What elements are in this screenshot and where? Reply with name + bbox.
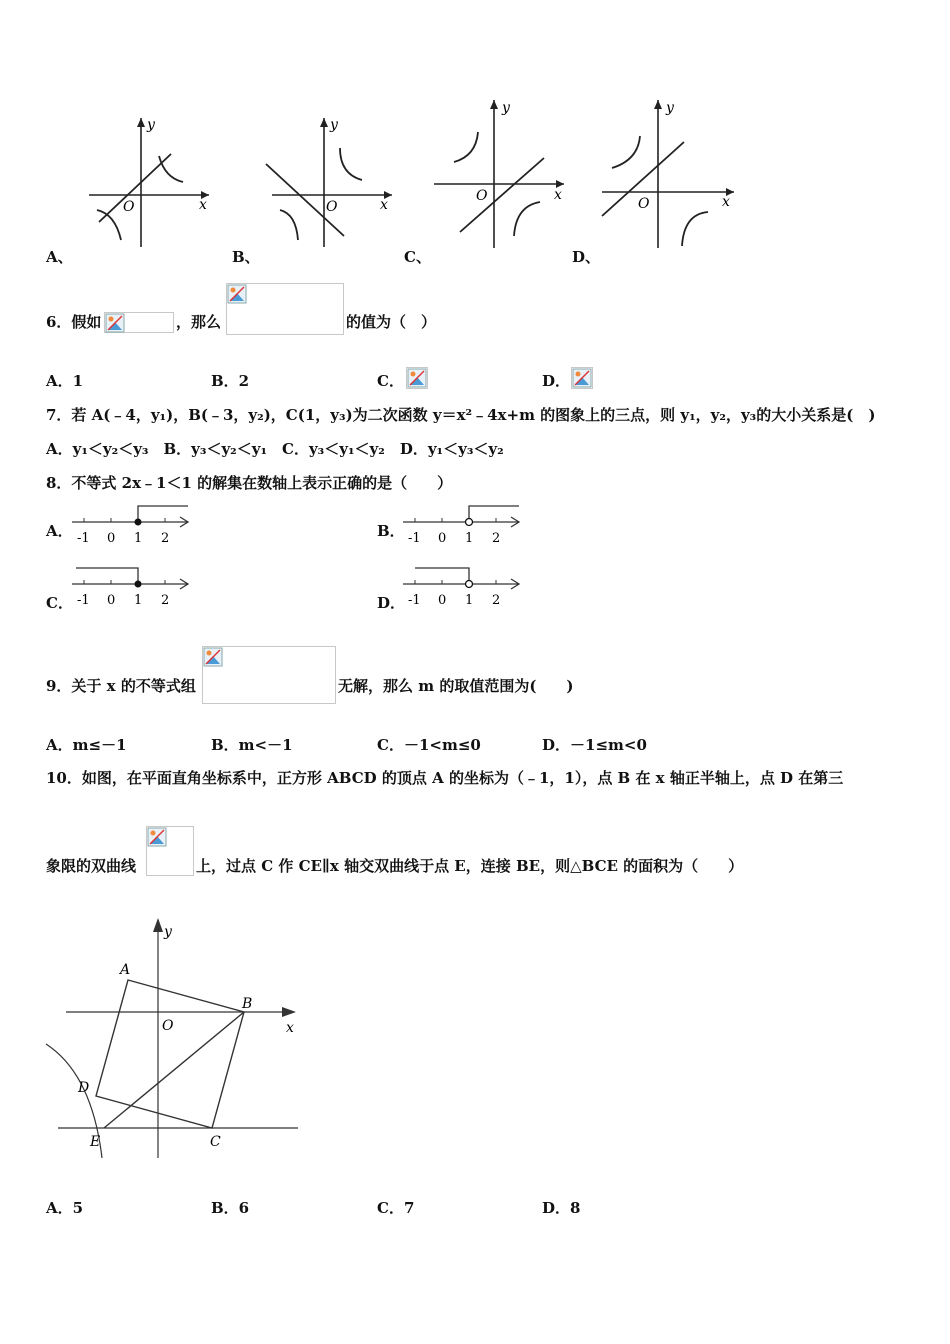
- q10-line-2-suffix: 上，过点 C 作 CE∥x 轴交双曲线于点 E，连接 BE，则△BCE 的面积为（ ）: [196, 857, 744, 875]
- graph-a-x-label: x: [199, 197, 207, 213]
- tick-label: 2: [492, 593, 501, 608]
- graph-b-x-label: x: [380, 197, 388, 213]
- broken-image-icon: [407, 368, 427, 388]
- graph-d-y-label: y: [666, 100, 674, 116]
- q10-label-B: B: [242, 996, 253, 1012]
- q6-middle: ，那么: [176, 313, 222, 331]
- q8-stem: 8．不等式 2x﹣1＜1 的解集在数轴上表示正确的是（ ）: [46, 474, 453, 492]
- graph-b: [258, 112, 398, 252]
- tick-label: 1: [134, 531, 143, 546]
- q8-number-line-c: [70, 564, 194, 612]
- q8-number-line-d: [401, 564, 525, 612]
- q10-option-c: C．7: [377, 1199, 415, 1217]
- tick-label: 0: [107, 531, 116, 546]
- q6-formula-image-2: [226, 283, 344, 335]
- tick-label: 1: [134, 593, 143, 608]
- q9-option-c: C．－1<m≤0: [377, 736, 481, 754]
- tick-label: 0: [438, 593, 447, 608]
- q8-option-d: D．: [377, 594, 406, 612]
- q9-suffix: 无解，那么 m 的取值范围为( ): [338, 677, 574, 695]
- broken-image-icon: [147, 827, 167, 847]
- graph-b-label: B、: [232, 248, 260, 266]
- q8-option-b: B．: [377, 522, 405, 540]
- q9-option-d: D．－1≤m<0: [542, 736, 647, 754]
- graph-c: [430, 96, 570, 254]
- q10-option-b: B．6: [211, 1199, 250, 1217]
- q6-option-c-image: [406, 367, 428, 389]
- q8-option-c: C．: [46, 594, 73, 612]
- tick-label: 2: [161, 593, 170, 608]
- graph-a-y-label: y: [147, 117, 155, 133]
- graph-d-label: D、: [572, 248, 601, 266]
- tick-label: -1: [77, 593, 90, 608]
- q10-label-D: D: [78, 1080, 90, 1096]
- tick-label: -1: [408, 531, 421, 546]
- q7-stem: 7．若 A(﹣4，y₁)，B(﹣3，y₂)，C(1，y₃)为二次函数 y＝x²﹣4x+m 的图象上的三点，则 y₁，y₂，y₃的大小关系是( ): [46, 406, 876, 424]
- q6-option-c: C．: [377, 372, 404, 390]
- broken-image-icon: [105, 313, 125, 333]
- q10-option-d: D．8: [542, 1199, 581, 1217]
- graph-d-origin-label: O: [638, 196, 650, 212]
- q8-number-line-a: [70, 502, 194, 550]
- tick-label: -1: [408, 593, 421, 608]
- q10-label-A: A: [120, 962, 131, 978]
- tick-label: 2: [492, 531, 501, 546]
- graph-c-y-label: y: [502, 100, 510, 116]
- q10-label-C: C: [210, 1134, 221, 1150]
- q10-option-a: A．5: [46, 1199, 84, 1217]
- tick-label: 1: [465, 531, 474, 546]
- graph-c-x-label: x: [554, 187, 562, 203]
- tick-label: 0: [438, 531, 447, 546]
- q9-prefix: 9．关于 x 的不等式组: [46, 677, 196, 695]
- q6-option-d: D．: [542, 372, 571, 390]
- graph-a: [75, 112, 215, 252]
- q7-options: A．y₁＜y₂＜y₃ B．y₃＜y₂＜y₁ C．y₃＜y₁＜y₂ D．y₁＜y₃＜y₂: [46, 440, 504, 458]
- q9-formula-image: [202, 646, 336, 704]
- graph-d-x-label: x: [722, 194, 730, 210]
- q10-label-E: E: [90, 1134, 101, 1150]
- q6-suffix: 的值为（ ）: [346, 313, 437, 331]
- graph-b-origin-label: O: [326, 199, 338, 215]
- tick-label: -1: [77, 531, 90, 546]
- q10-label-y: y: [164, 924, 172, 940]
- q10-label-O: O: [162, 1018, 174, 1034]
- graph-a-origin-label: O: [123, 199, 135, 215]
- q8-option-a: A．: [46, 522, 73, 540]
- q9-option-a: A．m≤－1: [46, 736, 127, 754]
- q10-formula-image: [146, 826, 194, 876]
- q10-line-1: 10．如图，在平面直角坐标系中，正方形 ABCD 的顶点 A 的坐标为（﹣1，1），点 B 在 x 轴正半轴上，点 D 在第三: [46, 769, 844, 787]
- graph-c-origin-label: O: [476, 188, 488, 204]
- q10-figure: [44, 914, 306, 1176]
- graph-b-y-label: y: [330, 117, 338, 133]
- tick-label: 1: [465, 593, 474, 608]
- graph-a-label: A、: [46, 248, 73, 266]
- q6-option-b: B．2: [211, 372, 250, 390]
- broken-image-icon: [572, 368, 592, 388]
- graph-d: [598, 96, 738, 254]
- q6-formula-image-1: [104, 312, 174, 333]
- q10-label-x: x: [286, 1020, 294, 1036]
- tick-label: 0: [107, 593, 116, 608]
- q10-line-2-prefix: 象限的双曲线: [46, 857, 137, 875]
- graph-c-label: C、: [404, 248, 431, 266]
- broken-image-icon: [203, 647, 223, 667]
- q6-option-d-image: [571, 367, 593, 389]
- q6-prefix: 6．假如: [46, 313, 102, 331]
- q9-option-b: B．m<－1: [211, 736, 293, 754]
- tick-label: 2: [161, 531, 170, 546]
- q8-number-line-b: [401, 502, 525, 550]
- broken-image-icon: [227, 284, 247, 304]
- q6-option-a: A．1: [46, 372, 84, 390]
